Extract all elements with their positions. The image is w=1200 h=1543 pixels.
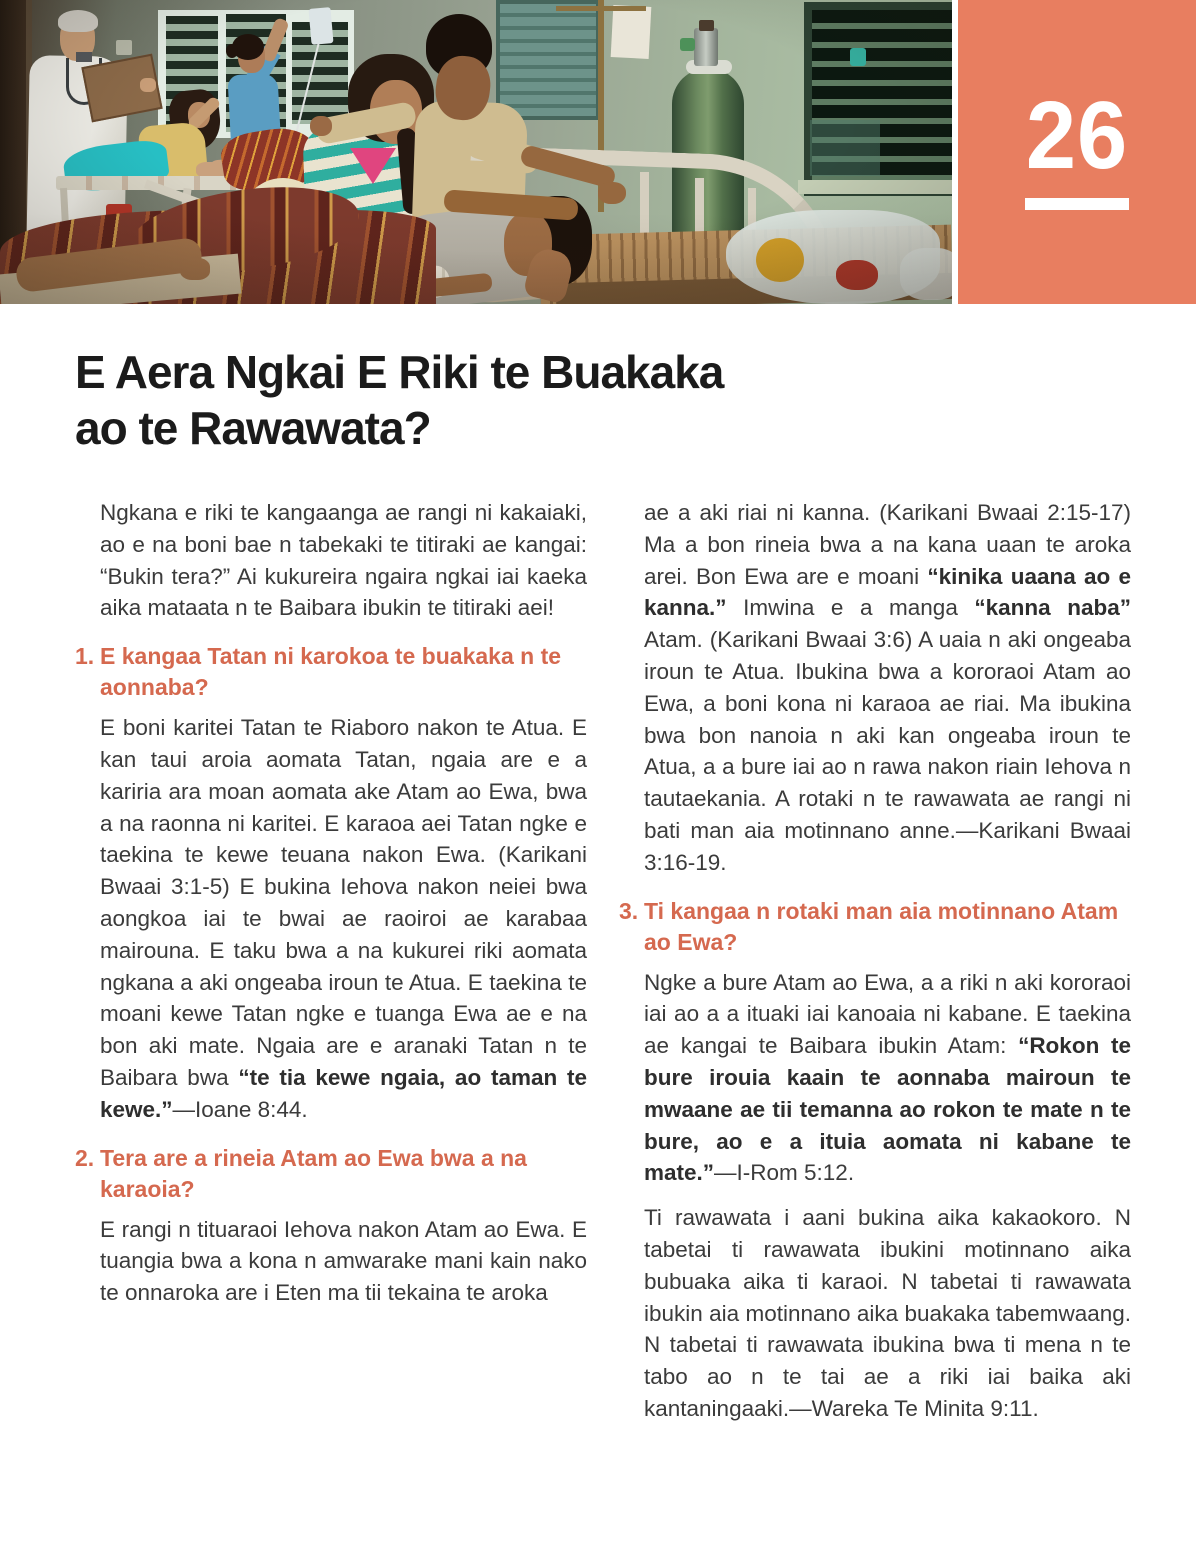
section-number: 2. xyxy=(75,1144,95,1171)
section-heading xyxy=(75,1143,587,1205)
body-text: Ngke a bure Atam ao Ewa, a a riki n aki kororaoi iai ao a a ituaki iai kanoaia ni kabane. E taekina ae kangai te Baibara ibukin Atam: xyxy=(644,969,1131,1059)
column-left xyxy=(75,497,587,1438)
article-body xyxy=(75,497,1132,1438)
paragraph xyxy=(644,967,1131,1190)
paragraph xyxy=(100,712,587,1125)
hero-photo xyxy=(0,0,952,304)
paragraph xyxy=(644,497,1131,879)
body-text: Atam. (Karikani Bwaai 3:6) A uaia n aki ongeaba iroun te Atua. Ibukina bwa a kororaoi Atam ao Ewa, a boni kona ni karaoa ae riai. Ma ibukina bwa bon nanoia n aki kan ongeaba iroun te Atua, a a bure iai ao n rawa nakon riain Iehova n tautaekania. A rotaki n te rawawata ae rangi ni bati man aia motinnano anne.—Karikani Bwaai 3:16-19. xyxy=(644,627,1131,875)
section-heading xyxy=(75,641,587,703)
scripture-quote-bold: “te tia kewe ngaia, ao taman te kewe.” xyxy=(100,1064,587,1122)
section-question: E kangaa Tatan ni karokoa te buakaka n te aonnaba? xyxy=(100,643,562,701)
paragraph xyxy=(644,1202,1131,1425)
body-text: Ngkana e riki te kangaanga ae rangi ni kakaiaki, ao e na boni bae n tabekaki te titiraki ae kangai: “Bukin tera?” Ai kukureira ngaira ngkai iai kaeka aika mataata n te Baibara ibukin te titiraki aei! xyxy=(100,500,587,621)
body-text: Ti rawawata i aani bukina aika kakaokoro. N tabetai ti rawawata ibukini motinnano aika bubuaka aika ti karaoi. N tabetai ti rawawata ibukin aia motinnano aika buakaka tabemwaang. N tabetai ti rawawata ibukina bwa ti mena n te tabo ao n te tai ae a riki iai baika aki kantaningaaki.—Wareka Te Minita 9:11. xyxy=(644,1205,1131,1421)
scripture-quote-bold: “kanna naba” xyxy=(974,595,1131,621)
scripture-quote-bold: “Rokon te bure irouia kaain te aonnaba mairoun te mwaane ae tii temanna ao rokon te mate n te bure, ao e a ituia aomata ni kabane te mate.” xyxy=(644,1033,1131,1186)
section-heading xyxy=(619,896,1131,958)
body-text: —I-Rom 5:12. xyxy=(714,1160,855,1186)
section-question: Tera are a rineia Atam ao Ewa bwa a na karaoia? xyxy=(100,1144,527,1202)
column-right xyxy=(619,497,1131,1438)
body-text: E rangi n tituaraoi Iehova nakon Atam ao Ewa. E tuangia bwa a kona n amwarake mani kain nako te onnaroka are i Eten ma tii tekaina te aroka xyxy=(100,1216,587,1306)
body-text: ae a aki riai ni kanna. (Karikani Bwaai 2:15-17) Ma a bon rineia bwa a na kana uaan te aroka arei. Bon Ewa are e moani xyxy=(644,500,1131,589)
body-text: —Ioane 8:44. xyxy=(172,1096,308,1122)
body-text: E boni karitei Tatan te Riaboro nakon te Atua. E kan taui aroia aomata Tatan, ngaia are e a kariria ara moan aomata ake Atam ao Ewa, bwa a na raonna ni karitei. E karaoa aei Tatan ngke e taekina te kewe teuana nakon Ewa. (Karikani Bwaai 3:1-5) E bukina Iehova nakon neiei bwa aongkoa iai te bwai ae raoiroi ae karabaa mairouna. E taku bwa a na kukurei riki aomata ngkana a aki ongeaba iroun te Atua. E taekina te moani kewe Tatan ngke e tuanga Ewa ae e na bon aki mate. Ngaia are e aranaki Tatan n te Baibara bwa xyxy=(100,715,587,1090)
paragraph xyxy=(100,1214,587,1309)
body-text: Imwina e a manga xyxy=(726,595,975,621)
page-title-line-2: ao te Rawawata? xyxy=(75,402,431,454)
paragraph xyxy=(100,497,587,624)
lesson-number: 26 xyxy=(1025,82,1129,189)
section-number: 1. xyxy=(75,643,95,670)
scripture-quote-bold: “kinika uaana ao e kanna.” xyxy=(644,563,1131,621)
photo-vignette xyxy=(0,0,952,304)
page-title-line-1: E Aera Ngkai E Riki te Buakaka xyxy=(75,346,724,398)
section-question: Ti kangaa n rotaki man aia motinnano Atam ao Ewa? xyxy=(644,897,1119,955)
lesson-number-underline xyxy=(1025,198,1129,210)
page-title xyxy=(75,344,723,456)
lesson-number-badge xyxy=(958,0,1196,304)
section-number: 3. xyxy=(619,897,639,924)
